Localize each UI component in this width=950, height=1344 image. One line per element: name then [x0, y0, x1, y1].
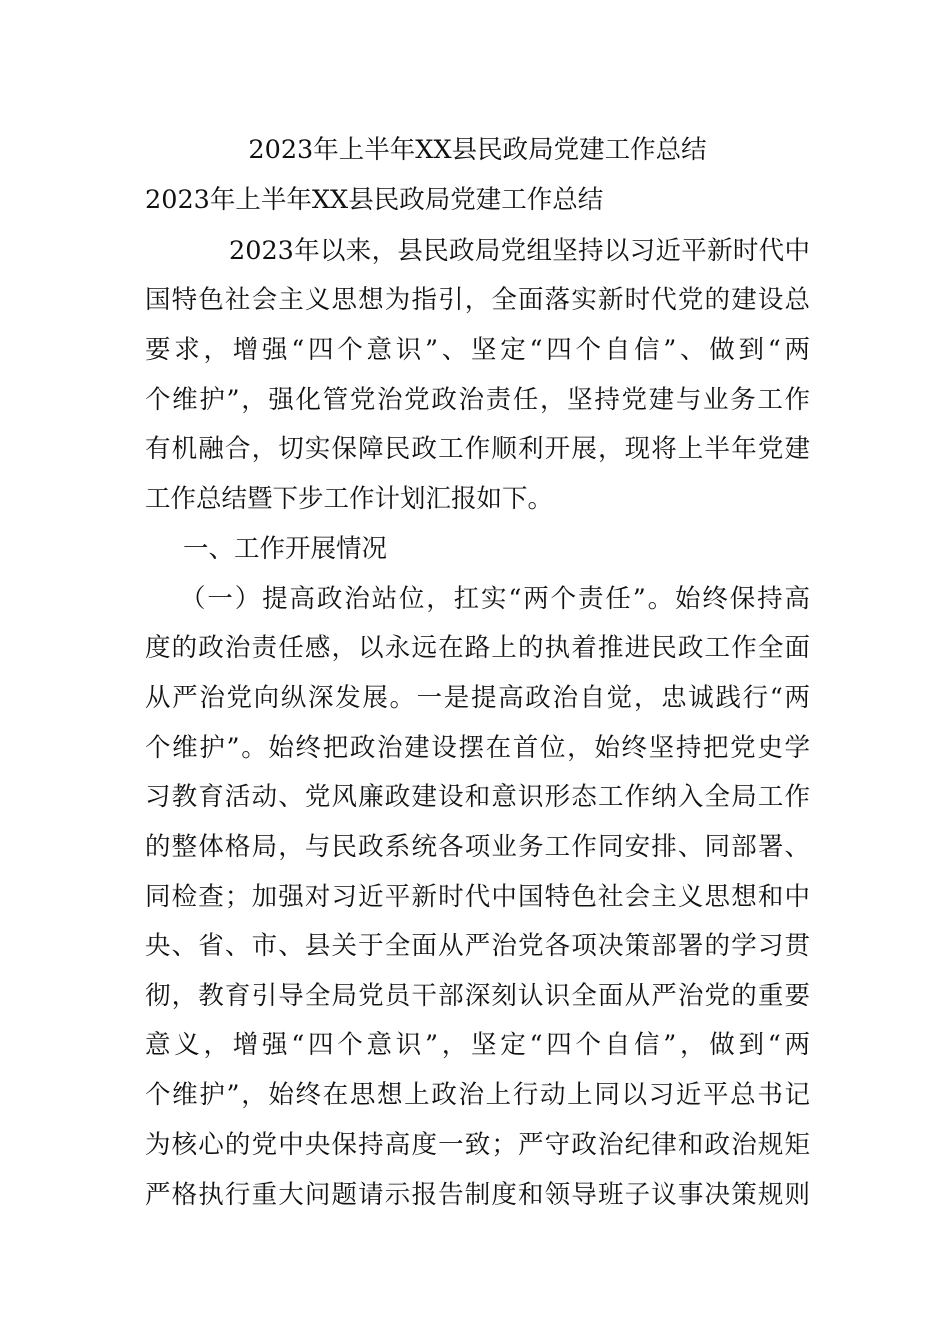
section-line-9: 彻，教育引导全局党员干部深刻认识全面从严治党的重要: [145, 981, 810, 1011]
section-line-3: 从严治党向纵深发展。一是提高政治自觉，忠诚践行“两: [145, 683, 810, 713]
intro-line-1: 2023年以来，县民政局党组坚持以习近平新时代中: [229, 236, 810, 266]
intro-line-2: 国特色社会主义思想为指引，全面落实新时代党的建设总: [145, 285, 810, 315]
intro-line-6: 工作总结暨下步工作计划汇报如下。: [145, 484, 554, 514]
section-line-1: （一）提高政治站位，扛实“两个责任”。始终保持高: [180, 584, 810, 614]
document-title: 2023年上半年XX县民政局党建工作总结: [248, 135, 707, 165]
section-line-4: 个维护”。始终把政治建设摆在首位，始终坚持把党史学: [145, 733, 810, 763]
section-line-12: 为核心的党中央保持高度一致；严守政治纪律和政治规矩: [145, 1130, 810, 1160]
intro-line-5: 有机融合，切实保障民政工作顺利开展，现将上半年党建: [145, 434, 810, 464]
section-line-11: 个维护”，始终在思想上政治上行动上同以习近平总书记: [145, 1080, 810, 1110]
section-line-2: 度的政治责任感，以永远在路上的执着推进民政工作全面: [145, 633, 810, 663]
document-subtitle: 2023年上半年XX县民政局党建工作总结: [145, 185, 604, 215]
section-heading: 一、工作开展情况: [183, 534, 388, 564]
intro-line-4: 个维护”，强化管党治党政治责任，坚持党建与业务工作: [145, 385, 810, 415]
section-line-13: 严格执行重大问题请示报告制度和领导班子议事决策规则: [145, 1180, 810, 1210]
section-line-10: 意义，增强“四个意识”，坚定“四个自信”，做到“两: [145, 1030, 810, 1060]
section-line-7: 同检查；加强对习近平新时代中国特色社会主义思想和中: [145, 882, 810, 912]
section-line-5: 习教育活动、党风廉政建设和意识形态工作纳入全局工作: [145, 782, 810, 812]
intro-line-3: 要求，增强“四个意识”、坚定“四个自信”、做到“两: [145, 335, 810, 365]
section-line-8: 央、省、市、县关于全面从严治党各项决策部署的学习贯: [145, 931, 810, 961]
section-line-6: 的整体格局，与民政系统各项业务工作同安排、同部署、: [145, 832, 810, 862]
